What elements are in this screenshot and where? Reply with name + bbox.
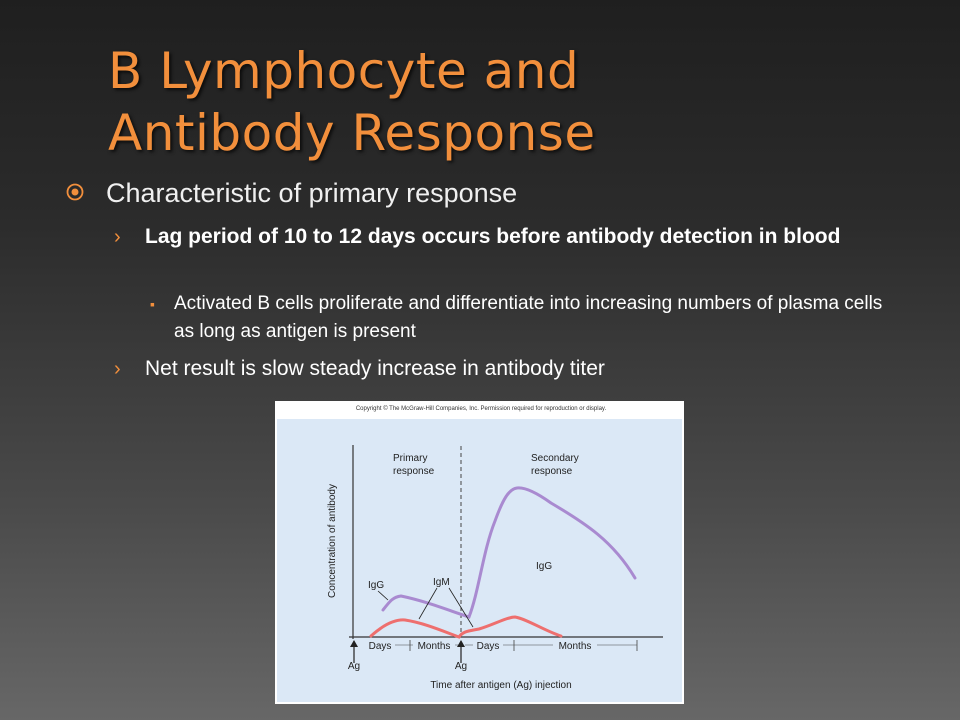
circle-bullet-icon bbox=[66, 183, 84, 201]
slide-title bbox=[108, 40, 596, 164]
y-axis-label: Concentration of antibody bbox=[327, 484, 338, 598]
title-line-1: B Lymphocyte and bbox=[108, 42, 580, 100]
bullet-text: Characteristic of primary response bbox=[106, 178, 518, 208]
secondary-label-line1: Secondary bbox=[531, 453, 579, 464]
figure-copyright: Copyright © The McGraw-Hill Companies, Inc. Permission required for reproduction or display. bbox=[355, 406, 607, 412]
chevron-bullet-icon: › bbox=[114, 358, 121, 380]
dot-bullet-icon: ▪ bbox=[150, 296, 155, 312]
ag-label-1: Ag bbox=[347, 661, 361, 672]
months-label-1: Months bbox=[417, 641, 451, 652]
x-axis-label: Time after antigen (Ag) injection bbox=[430, 680, 572, 691]
primary-label-line1: Primary bbox=[393, 453, 428, 464]
antibody-response-figure bbox=[275, 401, 684, 704]
days-label-1: Days bbox=[368, 641, 392, 652]
bullet-text: Activated B cells proliferate and differentiate into increasing numbers of plasma cells as long as antigen is present bbox=[174, 293, 883, 342]
bullet-text: Lag period of 10 to 12 days occurs before antibody detection in blood bbox=[145, 225, 841, 248]
days-label-2: Days bbox=[476, 641, 500, 652]
months-label-2: Months bbox=[558, 641, 592, 652]
bullet-text: Net result is slow steady increase in antibody titer bbox=[145, 357, 605, 380]
secondary-label-line2: response bbox=[531, 466, 573, 477]
igm-label: IgM bbox=[433, 577, 450, 588]
igg-secondary-label: IgG bbox=[536, 561, 553, 572]
primary-label-line2: response bbox=[393, 466, 435, 477]
title-line-2: Antibody Response bbox=[108, 104, 596, 162]
chevron-bullet-icon: › bbox=[114, 226, 121, 248]
igg-primary-label: IgG bbox=[368, 580, 385, 591]
ag-label-2: Ag bbox=[454, 661, 468, 672]
